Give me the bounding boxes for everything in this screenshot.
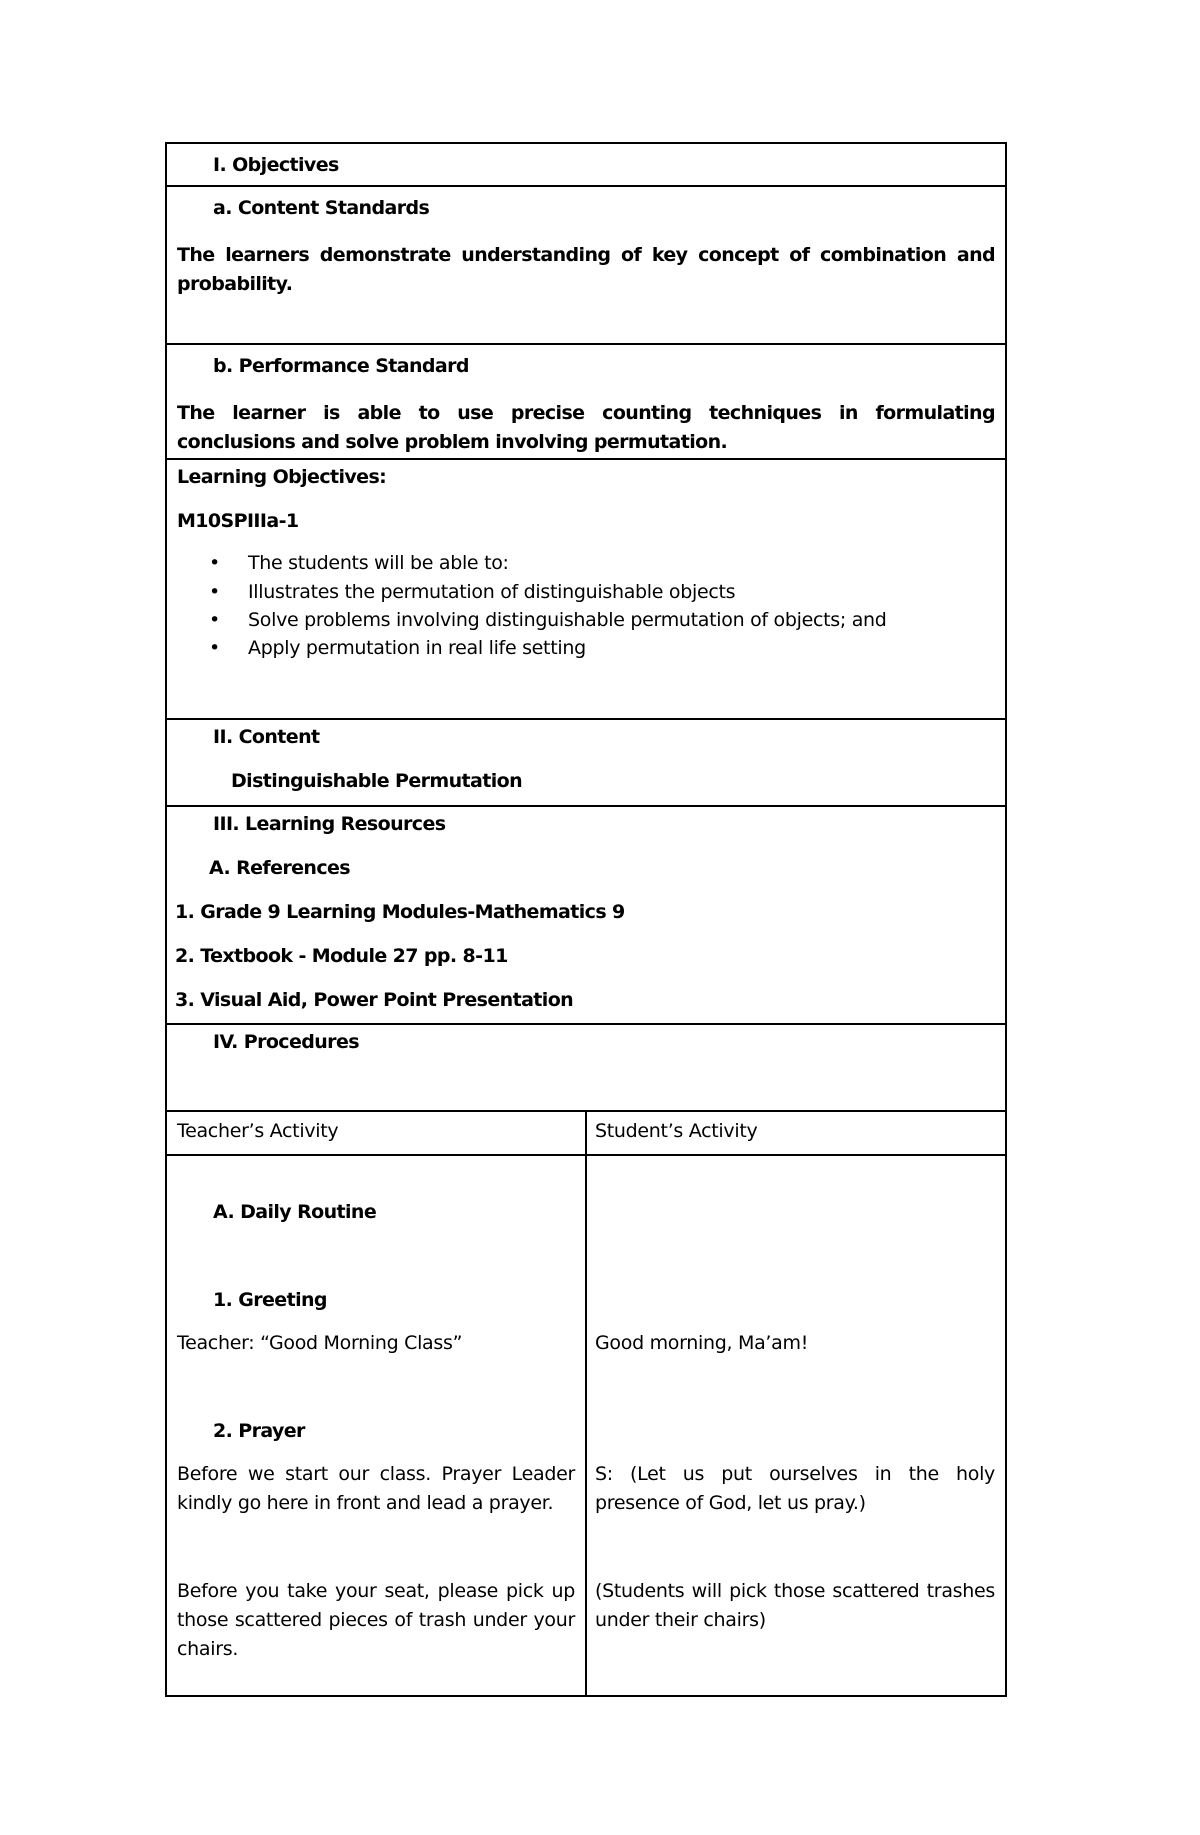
objective-code: M10SPIIIa-1 [177, 510, 299, 532]
reference-item: 1. Grade 9 Learning Modules-Mathematics 9 [175, 901, 625, 923]
greeting-label: 1. Greeting [213, 1289, 327, 1311]
objectives-row [167, 144, 1005, 187]
content-standards-label: a. Content Standards [213, 197, 430, 219]
bullet-dot: • [209, 609, 220, 631]
content-standards-text: The learners demonstrate understanding of key concept of combination and probability. [177, 244, 995, 295]
objectives-heading: I. Objectives [213, 154, 339, 176]
teacher-header-cell [167, 1112, 587, 1154]
content-standards-row [167, 187, 1005, 345]
objective-bullet: Illustrates the permutation of distinguishable objects [248, 581, 736, 603]
bullet-dot: • [209, 581, 220, 603]
content-row [167, 720, 1005, 807]
objective-bullet: Solve problems involving distinguishable permutation of objects; and [248, 609, 887, 631]
activity-header-row [167, 1112, 1005, 1156]
prayer-label: 2. Prayer [213, 1420, 305, 1442]
learning-objectives-label: Learning Objectives: [177, 466, 387, 488]
trash-student-text: (Students will pick those scattered trashes under their chairs) [595, 1580, 995, 1631]
performance-standard-row [167, 345, 1005, 460]
greeting-teacher-text: Teacher: “Good Morning Class” [177, 1332, 463, 1354]
content-topic: Distinguishable Permutation [231, 770, 523, 792]
prayer-student-text: S: (Let us put ourselves in the holy presence of God, let us pray.) [595, 1463, 995, 1514]
bullet-dot: • [209, 637, 220, 659]
student-activity-cell [587, 1156, 1005, 1695]
references-label: A. References [209, 857, 350, 879]
procedures-row [167, 1025, 1005, 1112]
greeting-student-text: Good morning, Ma’am! [595, 1332, 809, 1354]
teacher-activity-cell [167, 1156, 587, 1695]
teacher-activity-header: Teacher’s Activity [177, 1120, 339, 1142]
learning-objectives-row [167, 460, 1005, 720]
student-header-cell [587, 1112, 1005, 1154]
reference-item: 3. Visual Aid, Power Point Presentation [175, 989, 574, 1011]
procedures-heading: IV. Procedures [213, 1031, 359, 1053]
performance-standard-text: The learner is able to use precise counting techniques in formulating conclusions and solve problem involving permutation. [177, 402, 995, 453]
resources-heading: III. Learning Resources [213, 813, 446, 835]
performance-standard-label: b. Performance Standard [213, 355, 469, 377]
daily-routine-label: A. Daily Routine [213, 1201, 377, 1223]
student-activity-header: Student’s Activity [595, 1120, 758, 1142]
bullet-dot: • [209, 552, 220, 574]
content-heading: II. Content [213, 726, 320, 748]
activity-body-row [167, 1156, 1005, 1695]
prayer-teacher-text: Before we start our class. Prayer Leader kindly go here in front and lead a prayer. [177, 1463, 575, 1514]
objective-bullet: Apply permutation in real life setting [248, 637, 586, 659]
trash-teacher-text: Before you take your seat, please pick up those scattered pieces of trash under your chairs. [177, 1580, 575, 1660]
lesson-plan-table [165, 142, 1007, 1697]
objective-bullet: The students will be able to: [248, 552, 509, 574]
learning-resources-row [167, 807, 1005, 1025]
reference-item: 2. Textbook - Module 27 pp. 8-11 [175, 945, 508, 967]
